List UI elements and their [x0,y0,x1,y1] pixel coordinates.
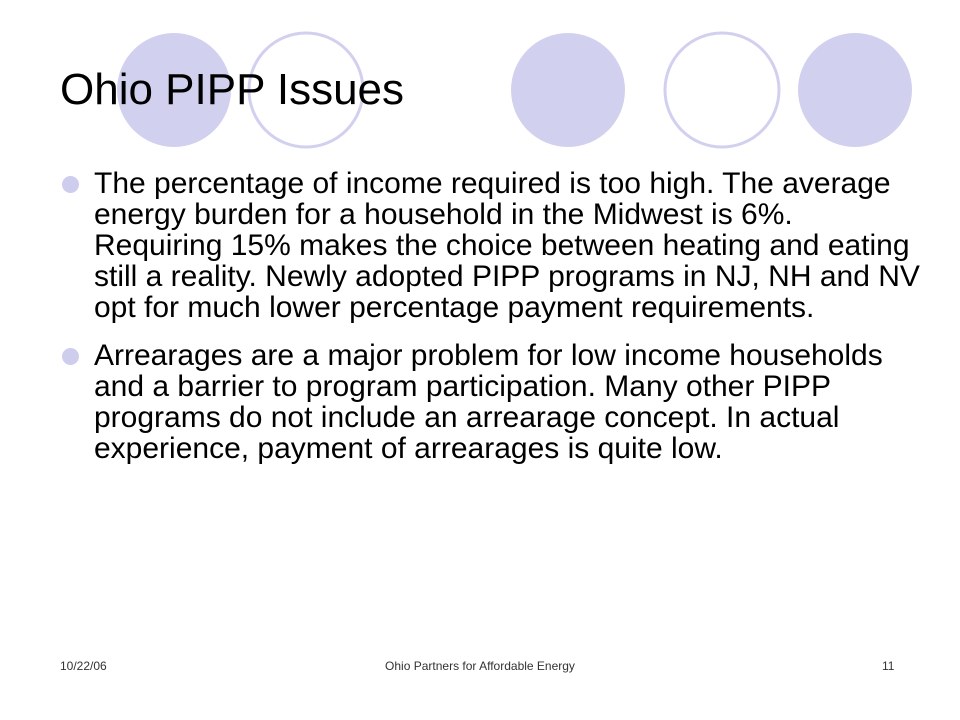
bullet-item [60,168,920,323]
footer-page-number: 11 [882,659,895,673]
slide-title: Ohio PIPP Issues [60,65,405,114]
bullet-dot-icon [62,348,79,365]
bullet-dot-icon [62,176,79,193]
footer-organization: Ohio Partners for Affordable Energy [385,659,575,673]
bullet-text: Arrearages are a major problem for low income households and a barrier to program participation. Many other PIPP programs do not include an arrearage concept. In actual experience, payment of arrearages is quite low. [94,339,883,465]
bullet-list [60,168,920,481]
bullet-text: The percentage of income required is too high. The average energy burden for a household in the Midwest is 6%. Requiring 15% makes the choice between heating and eating still a reality. Newly adopted PIPP programs in NJ, NH and NV opt for much lower percentage payment requirements. [94,167,920,324]
circle-filled-2 [511,33,625,147]
bullet-item [60,340,920,464]
circle-outline-2 [665,33,779,147]
circle-filled-3 [798,33,912,147]
footer-date: 10/22/06 [60,659,107,673]
